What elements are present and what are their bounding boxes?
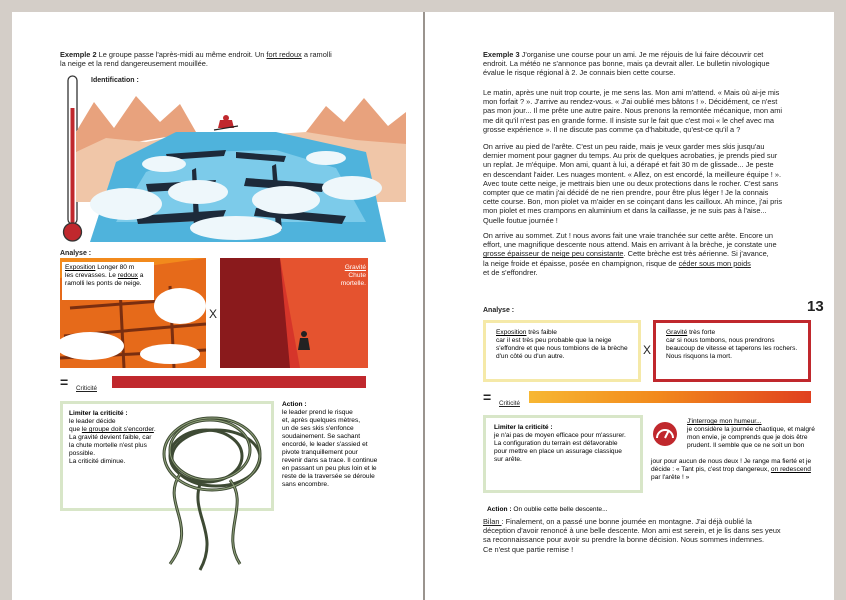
paragraph-arete <box>483 142 823 225</box>
equals-sign-right: = <box>483 389 492 405</box>
exposition-term: Exposition <box>65 264 96 271</box>
bilan-paragraph: Bilan : Finalement, on a passé une bonne journée en montagne. J'ai déjà oublié la déception d'avoir renoncé à une belle descente. Mon ami est serein, et je lis dans ses yeux sa reconnaissance pour avoir su prendre la bonne décision. Nous sommes indemnes. Ce n'est que partie remise ! <box>483 517 781 554</box>
action-line: en passant un peu plus loin et le <box>282 465 377 472</box>
text-line: me dit qu'il n'est pas en grande forme. Il insiste sur le fait que c'est moi « le chef avec ma <box>483 115 774 125</box>
text-line: dernier moment pour gagner du temps. Au prix de quelques acrobaties, je prends pied sur <box>483 151 778 161</box>
collapse-link: céder sous mon poids <box>678 258 751 268</box>
gravite-caption: Gravité Chute mortelle. <box>340 264 366 287</box>
action-line-right: Action : On oublie cette belle descente... <box>487 506 608 513</box>
analyse-label: Analyse : <box>60 250 92 257</box>
multiply-sign-right: X <box>642 343 651 357</box>
action-text <box>282 409 392 489</box>
limiter-box-right: Limiter la criticité : je n'ai pas de moyen efficace pour m'assurer. La configuration du terrain est défavorable pour mettre en place un assurage classique sur arête. <box>483 415 643 493</box>
text-line: On arrive au pied de l'arête. C'est un peu raide, mais je veux garder mes skis jusqu'au <box>483 142 765 151</box>
text-line: mon piolet et mes crampons en aluminium et dans la caillasse, je ne suis pas à l'aise... <box>483 206 767 216</box>
text-line: Quelle foutue journée ! <box>483 215 558 225</box>
criticite-gradient-bar <box>529 391 811 403</box>
example-3-intro: Exemple 3 J'organise une course pour un ami. Je me réjouis de lui faire découvrir cet endroit. La météo ne s'annonce pas bonne, mais ça devrait aller. Le bulletin nivologique évalue le risque régional à 2. Je connais bien cette course. <box>483 50 770 78</box>
snow-thickness-link: grosse épaisseur de neige peu consistante <box>483 249 624 259</box>
text-line: Avec toute cette neige, je mettrais bien une ou deux protections dans le rocher. C'est sans <box>483 178 779 188</box>
exposition-illustration <box>60 258 206 368</box>
criticite-label: Criticité <box>76 385 97 392</box>
gravite-illustration <box>220 258 368 368</box>
exposition-term-right: Exposition <box>496 329 527 336</box>
redescend-link: on redescend <box>770 466 811 473</box>
text-line: en descendant l'aider. Les nuages montent. « Allez, on est encordé, la meilleure équipe ! ». <box>483 169 782 179</box>
rope-illustration <box>140 394 280 574</box>
limiter-title: Limiter la criticité : <box>69 410 128 417</box>
equals-sign: = <box>60 374 69 390</box>
identification-label: Identification : <box>91 77 139 84</box>
text-line: compter que ce matin j'ai décidé de ne rien prendre, pour être plus léger ! Je la connais <box>483 188 769 198</box>
action-line: encordé, le leader s'assied et <box>282 441 368 448</box>
glacier-illustration <box>76 92 406 242</box>
action-line: soudainement. Se sachant <box>282 433 361 440</box>
exposition-box: Exposition très faible car il est très peu probable que la neige s'effondre et que nous tombions de la brèche d'un côté ou d'un autre. <box>483 320 641 382</box>
text-line: pas mon jour... Il me prête une autre paire. Nous prenons la remontée mécanique, mon ami <box>483 106 783 116</box>
action-line: pivote tranquillement pour <box>282 449 358 456</box>
action-line: reste de la traversée se déroule <box>282 473 375 480</box>
action-title-right: Action : <box>487 506 512 513</box>
text-line: mon forfait ? ». J'arrive au rendez-vous. « J'ai oublié mes bâtons ! ». Décidément, ce n'est <box>483 97 778 107</box>
gravite-term: Gravité <box>344 264 366 271</box>
multiply-sign: X <box>206 302 220 326</box>
paragraph-morning <box>483 88 823 134</box>
humeur-title: J'interroge mon humeur... <box>687 418 762 425</box>
bilan-label: Bilan <box>483 517 502 526</box>
action-title: Action : <box>282 401 307 408</box>
gravite-box: Gravité très forte car si nous tombons, nous prendrons beaucoup de vitesse et taperons les rochers. Nous risquons la mort. <box>653 320 811 382</box>
criticite-bar <box>112 376 366 388</box>
text-line: Le matin, après une nuit trop courte, je me sens las. Mon ami m'attend. « Mais où ai-je mis <box>483 88 780 97</box>
analyse-label-right: Analyse : <box>483 307 515 314</box>
fort-redoux-link: fort redoux <box>266 50 302 59</box>
mood-gauge-icon <box>651 420 679 448</box>
limiter-box: Limiter la criticité : le leader décide que le groupe doit s'encorder. La gravité devient faible, car la chute mortelle n'est plus possible. La criticité diminue. <box>60 401 274 511</box>
paragraph-summit: On arrive au sommet. Zut ! nous avons fait une vraie tranchée sur cette arête. Encore un effort, une magnifique descente nous attend. Mais en arrivant à la brèche, je constate une grosse épaisseur de neige peu consistante. Cette brèche est très aérienne. Si j'avance, la neige froide et épaisse, posée en champignon, risque de céder sous mon poids et de s'effondrer. <box>483 231 777 277</box>
action-line: revenir dans sa trace. Il continue <box>282 457 378 464</box>
action-line: sans encombre. <box>282 481 329 488</box>
humeur-block: J'interroge mon humeur... je considère la journée chaotique, et malgré mon envie, je comprends que je dois être prudent. Il semble que ce ne soit un bon <box>687 418 819 450</box>
criticite-label-right: Criticité <box>499 400 520 407</box>
example-2-title: Exemple 2 <box>60 50 97 59</box>
example-2-intro: Exemple 2 Le groupe passe l'après-midi au même endroit. Un fort redoux a ramolli la neige et la rend dangereusement mouillée. <box>60 50 332 69</box>
action-line: le leader prend le risque <box>282 409 353 416</box>
action-line: et, après quelques mètres, <box>282 417 361 424</box>
exposition-caption: Exposition Longer 80 m les crevasses. Le redoux a ramolli les ponts de neige. <box>62 262 154 300</box>
text-line: grosse expérience ». Il ne discute pas comme ça d'habitude, qu'est-ce qu'il a ? <box>483 124 741 134</box>
right-page <box>425 12 834 600</box>
limiter-title-right: Limiter la criticité : <box>494 424 553 431</box>
left-page <box>12 12 424 600</box>
action-block <box>282 401 392 489</box>
gravite-term-right: Gravité <box>666 329 688 336</box>
humeur-continued: jour pour aucun de nous deux ! Je range ma fierté et je décide : « Tant pis, c'est trop dangereux, on redescend par l'arête ! » <box>651 458 812 481</box>
action-line: un de ses skis s'enfonce <box>282 425 354 432</box>
text-line: cette course. Bon, mon piolet va m'aider en se coinçant dans les cailloux. Ah mince, j'ai pris <box>483 197 783 207</box>
page-number: 13 <box>807 298 824 315</box>
example-3-title: Exemple 3 <box>483 50 520 59</box>
text-line: un replat. Je m'équipe. Mon ami, quant à lui, a dérapé et fait 30 m de glissade... Je peste <box>483 160 774 170</box>
